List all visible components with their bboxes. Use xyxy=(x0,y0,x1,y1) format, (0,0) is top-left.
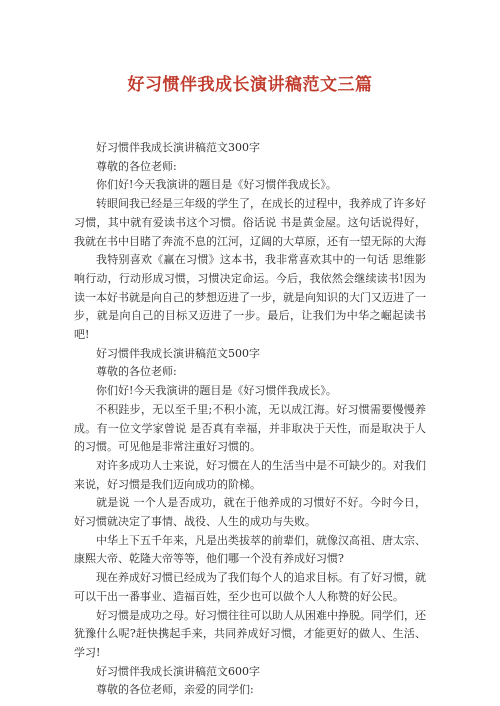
paragraph: 尊敬的各位老师，亲爱的同学们: xyxy=(96,683,254,697)
paragraph: 好习惯伴我成长演讲稿范文600字 xyxy=(96,664,260,678)
paragraph: 尊敬的各位老师: xyxy=(96,159,177,173)
document-title: 好习惯伴我成长演讲稿范文三篇 xyxy=(127,75,373,95)
paragraph: 对许多成功人士来说，好习惯在人的生活当中是不可缺少的。对我们来说，好习惯是我们迈向成功的阶梯。 xyxy=(74,458,426,491)
paragraph: 你们好!今天我演讲的题目是《好习惯伴我成长》。 xyxy=(96,384,337,398)
document-body xyxy=(74,139,426,700)
paragraph: 现在养成好习惯已经成为了我们每个人的追求目标。有了好习惯，就可以干出一番事业、造福百姓，至少也可以做个人人称赞的好公民。 xyxy=(74,571,426,603)
paragraph: 不积跬步，无以至千里;不积小流，无以成江海。好习惯需要慢慢养成。有一位文学家曾说 是否真有幸福，并非取决于天性，而是取决于人的习惯。可见他是非常注重好习惯的。 xyxy=(74,402,426,454)
paragraph: 好习惯伴我成长演讲稿范文500字 xyxy=(96,346,260,360)
paragraph: 我特别喜欢《赢在习惯》这本书，我非常喜欢其中的一句话 思维影响行动，行动形成习惯，习惯决定命运。今后，我依然会继续读书!因为读一本好书就是向自己的梦想迈进了一步，就是向知识的大门又迈进了一步，就是向自己的目标又迈进了一步。最后，让我们为中华之崛起读书吧! xyxy=(74,253,426,342)
paragraph: 你们好!今天我演讲的题目是《好习惯伴我成长》。 xyxy=(96,178,337,192)
paragraph: 好习惯伴我成长演讲稿范文300字 xyxy=(96,141,260,154)
paragraph: 尊敬的各位老师: xyxy=(96,365,177,379)
paragraph: 中华上下五千年来，凡是出类拔萃的前辈们，就像汉高祖、唐太宗、康熙大帝、乾隆大帝等等，他们哪一个没有养成好习惯? xyxy=(74,533,426,566)
paragraph: 好习惯是成功之母。好习惯往往可以助人从困难中挣脱。同学们，还犹豫什么呢?赶快携起手来，共同养成好习惯，才能更好的做人、生活、学习! xyxy=(74,608,426,659)
paragraph: 就是说 一个人是否成功，就在于他养成的习惯好不好。今时今日，好习惯就决定了事情、战役、人生的成功与失败。 xyxy=(74,496,426,529)
paragraph: 转眼间我已经是三年级的学生了，在成长的过程中，我养成了许多好习惯，其中就有爱读书这个习惯。俗话说 书是黄金屋。这句话说得好，我就在书中目睹了奔流不息的江河，辽阔的大草原，还有一望无际的大海 xyxy=(74,197,426,248)
